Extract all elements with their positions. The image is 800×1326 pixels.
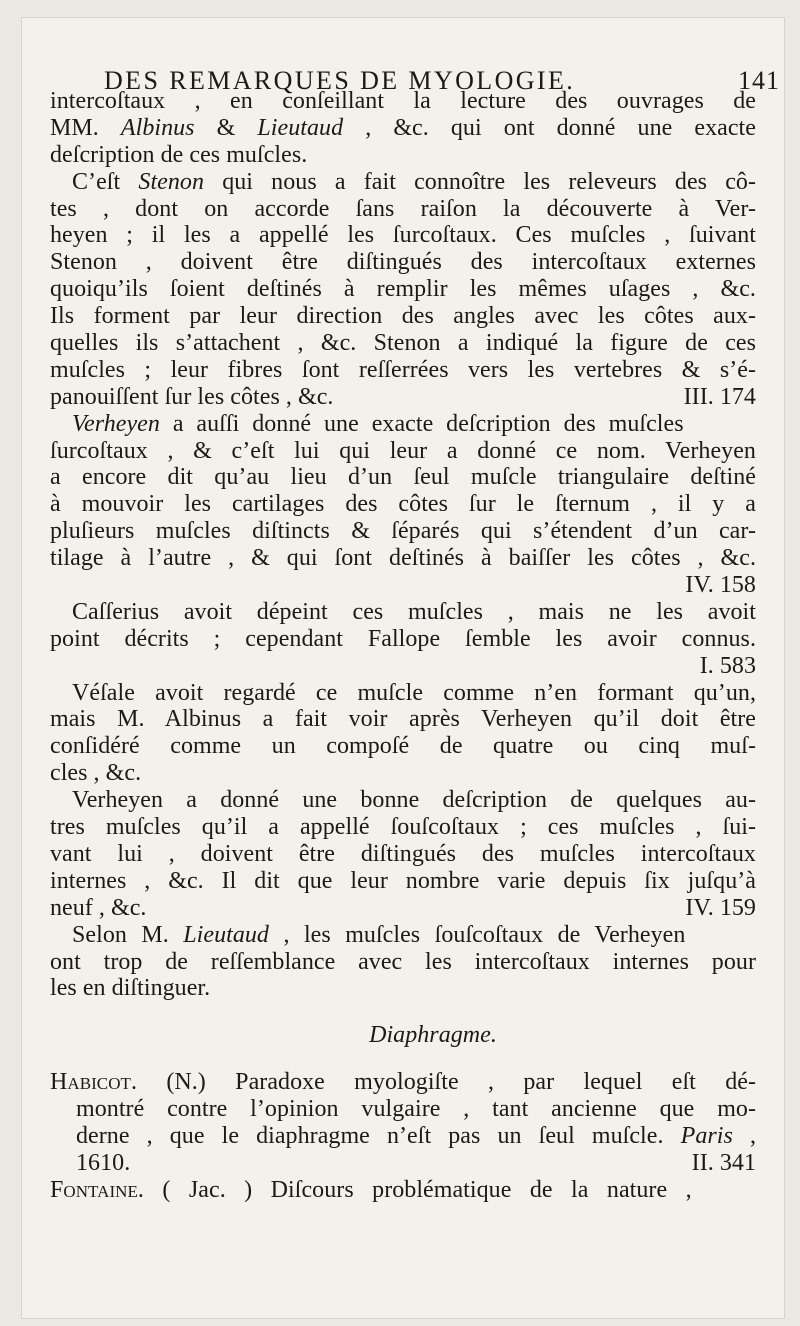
author-name: Fontaine. [50,1176,144,1203]
text-span: MM. [50,114,121,141]
text-line: heyen ; il les a appellé les ſurcoſtaux. Ces muſcles , ſuivant [50,222,756,249]
text-span: , &c. qui ont donné une exacte [343,114,756,141]
text-span: neuf , &c. [50,894,147,921]
author-name: Albinus [120,114,195,141]
volume-reference: II. 341 [691,1149,756,1176]
author-name: Lieutaud [183,921,269,948]
page-number: 141 [738,66,780,95]
volume-reference: I. 583 [699,652,756,679]
text-line [50,1177,756,1204]
text-line: muſcles ; leur fibres ſont reſſerrées vers les vertebres & s’é- [50,356,756,383]
text-line: Véſale avoit regardé ce muſcle comme n’en formant qu’un, [72,679,756,706]
text-line [50,384,756,411]
body-text [50,88,756,1204]
text-span: C’eſt [72,168,139,195]
text-line: quoiqu’ils ſoient deſtinés à remplir les mêmes uſages , &c. [50,276,756,303]
text-line: a encore dit qu’au lieu d’un ſeul muſcle triangulaire deſtiné [50,464,756,491]
text-line [50,169,756,196]
text-line: vant lui , doivent être diſtingués des muſcles intercoſtaux [50,840,756,867]
text-span: derne , que le diaphragme n’eſt pas un ſeul muſcle. [76,1122,681,1149]
text-span: a auſſi donné une exacte deſcription des muſcles [159,410,684,437]
text-line: Stenon , doivent être diſtingués des intercoſtaux externes [50,249,756,276]
text-line: cles , &c. [50,760,142,787]
text-span: & [194,114,258,141]
text-line: tes , dont on accorde ſans raiſon la découverte à Ver- [50,195,756,222]
text-span: , les muſcles ſouſcoſtaux de Verheyen [269,921,686,948]
text-line: point décrits ; cependant Fallope ſemble les avoir connus. [50,625,756,652]
text-line: quelles ils s’attachent , &c. Stenon a indiqué la figure de ces [50,330,756,357]
text-line [50,1123,756,1150]
text-span: (N.) Paradoxe myologiſte , par lequel eſt dé- [137,1069,756,1096]
text-span: , [732,1122,756,1149]
volume-reference: III. 174 [683,383,756,410]
section-heading: Diaphragme. [369,1022,497,1049]
text-line: tres muſcles qu’il a appellé ſouſcoſtaux ; ces muſcles , ſui- [50,814,756,841]
text-line [50,411,756,438]
author-name: Verheyen [72,410,160,437]
volume-reference: IV. 159 [685,894,756,921]
volume-reference: IV. 158 [685,572,756,599]
text-line: intercoſtaux , en conſeillant la lecture des ouvrages de [50,88,756,114]
text-line: les en diſtinguer. [50,975,211,1002]
text-line: conſidéré comme un compoſé de quatre ou cinq muſ- [50,733,756,760]
text-span: 1610. [76,1149,131,1176]
spacer [50,1002,756,1022]
text-span: Selon M. [72,921,184,948]
text-span: qui nous a fait connoître les releveurs des cô- [204,168,756,195]
text-line: Ils forment par leur direction des angles avec les côtes aux- [50,303,756,330]
text-line [50,895,756,922]
text-line: Verheyen a donné une bonne deſcription de quelques au- [72,787,756,814]
author-name: Habicot. [50,1069,138,1096]
author-name: Stenon [138,168,205,195]
text-line: internes , &c. Il dit que leur nombre varie depuis ſix juſqu’à [50,867,756,894]
text-line [50,115,756,142]
text-line [50,1069,756,1096]
text-line: pluſieurs muſcles diſtincts & ſéparés qui s’étendent d’un car- [50,518,756,545]
place-name: Paris [680,1122,733,1149]
spacer [50,1049,756,1069]
text-span: ( Jac. ) Diſcours problématique de la nature , [143,1176,692,1203]
text-line: deſcription de ces muſcles. [50,141,308,168]
text-line [50,1150,756,1177]
text-line: mais M. Albinus a fait voir après Verheyen qu’il doit être [50,706,756,733]
running-title: DES REMARQUES DE MYOLOGIE. [104,66,576,95]
text-line: ſurcoſtaux , & c’eſt lui qui leur a donné ce nom. Verheyen [50,437,756,464]
text-line: montré contre l’opinion vulgaire , tant ancienne que mo- [76,1096,756,1123]
author-name: Lieutaud [257,114,344,141]
text-span: panouiſſent ſur les côtes , &c. [50,383,334,410]
text-line: tilage à l’autre , & qui ſont deſtinés à baiſſer les côtes , &c. [50,545,756,572]
text-line: ont trop de reſſemblance avec les intercoſtaux internes pour [50,948,756,975]
text-line: Caſſerius avoit dépeint ces muſcles , mais ne les avoit [72,598,756,625]
text-line: à mouvoir les cartilages des côtes ſur le ſternum , il y a [50,491,756,518]
text-line [50,922,756,949]
